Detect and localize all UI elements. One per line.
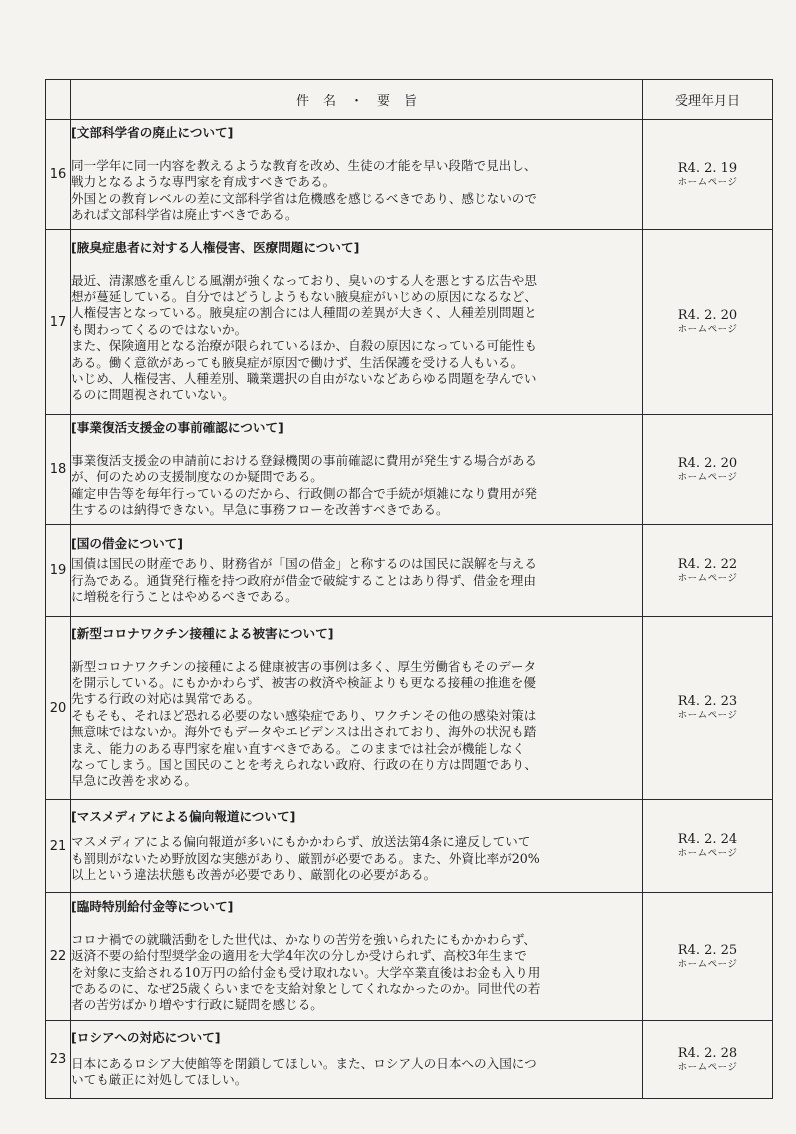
row-number: 22 [46,893,71,1021]
petition-table [45,79,773,1099]
received-date: R4. 2. 20 [677,308,738,323]
row-date-cell [643,415,773,525]
header-subject-summary: 件名・要旨 [71,80,643,120]
row-summary: マスメディアによる偏向報道が多いにもかかわらず、放送法第4条に違反していて も罰則がないため野放図な実態があり、厳罰が必要である。また、外資比率が20% 以上という違法状態も改善が必要であり、厳罰化の必要がある。 [71,834,540,882]
receipt-method: ホームページ [677,471,738,483]
row-summary: 同一学年に同一内容を教えるような教育を改め、生徒の才能を早い段階で見出し、 戦力となるような専門家を育成すべきである。 外国との教育レベルの差に文部科学省は危機感を感じるべきであり、感じないので あれば文部科学省は廃止すべきである。 [71,157,537,223]
received-date: R4. 2. 28 [677,1045,738,1061]
row-subject: [マスメディアによる偏向報道について] [71,808,296,824]
row-subject: [国の借金について] [71,535,184,551]
row-date-cell [643,120,773,230]
row-subject: [新型コロナワクチン接種による被害について] [71,626,334,642]
table-row [46,1021,773,1099]
row-date-cell [643,617,773,800]
table-row [46,120,773,230]
row-number: 18 [46,415,71,525]
row-date-cell [643,893,773,1021]
received-date: R4. 2. 23 [677,694,738,709]
row-number: 16 [46,120,71,230]
table-row [46,800,773,893]
receipt-method: ホームページ [677,176,738,188]
header-received-date: 受理年月日 [643,80,773,120]
table-row [46,525,773,617]
row-summary: 日本にあるロシア大使館等を閉鎖してほしい。また、ロシア人の日本への入国につ いても厳正に対処してほしい。 [71,1055,537,1088]
row-number: 23 [46,1021,71,1099]
row-summary: 国債は国民の財産であり、財務省が「国の借金」と称するのは国民に誤解を与える 行為である。通貨発行権を持つ政府が借金で破綻することはあり得ず、借金を理由 に増税を行うことはやめるべきである。 [71,556,537,604]
table-row [46,617,773,800]
receipt-method: ホームページ [677,572,738,584]
table-row [46,230,773,415]
row-date-cell [643,525,773,617]
table-header-row [46,80,773,120]
row-subject: [文部科学省の廃止について] [71,125,234,141]
row-content [71,525,643,617]
row-content [71,415,643,525]
receipt-method: ホームページ [677,848,738,859]
row-date-cell [643,800,773,893]
received-date: R4. 2. 20 [677,455,738,471]
row-content [71,800,643,893]
received-date: R4. 2. 24 [677,832,738,847]
row-content [71,120,643,230]
table-row [46,415,773,525]
receipt-method: ホームページ [677,710,738,721]
row-content [71,1021,643,1099]
row-summary: 事業復活支援金の申請前における登録機関の事前確認に費用が発生する場合がある が、何のための支援制度なのか疑問である。 確定申告等を毎年行っているのだから、行政側の都合で手続が煩雑になり費用が発 生するのは納得できない。早急に事務フローを改善すべきである。 [71,452,537,518]
receipt-method: ホームページ [677,958,738,970]
table-row [46,893,773,1021]
row-number: 21 [46,800,71,893]
row-number: 20 [46,617,71,800]
received-date: R4. 2. 25 [677,942,738,958]
received-date: R4. 2. 22 [677,556,738,572]
row-summary: 新型コロナワクチンの接種による健康被害の事例は多く、厚生労働省もそのデータ を開示している。にもかかわらず、被害の救済や検証よりも更なる接種の推進を優 先する行政の対応は異常である。 そもそも、それほど恐れる必要のない感染症であり、ワクチンその他の感染対策は 無意味ではないか。海外でもデータやエビデンスは出されており、海外の状況も踏 まえ、能力のある専門家を雇い直すべきである。このままでは社会が機能しなく なってしまう。国と国民のことを考えられない政府、行政の在り方は問題であり、 早急に改善を求める。 [71,658,537,789]
row-date-cell [643,1021,773,1099]
row-subject: [臨時特別給付金等について] [71,899,234,915]
row-subject: [腋臭症患者に対する人権侵害、医療問題について] [71,240,360,256]
row-content [71,230,643,415]
header-number-cell [46,80,71,120]
row-subject: [事業復活支援金の事前確認について] [71,420,284,436]
row-summary: コロナ禍での就職活動をした世代は、かなりの苦労を強いられたにもかかわらず、 返済不要の給付型奨学金の適用を大学4年次の分しか受けられず、高校3年生まで を対象に支給される10万円の給付金も受け取れない。大学卒業直後はお金も入り用 であるのに、なぜ25歳くらいまでを支給対象としてくれなかったのか。同世代の若 者の苦労ばかり増やす行政に疑問を感じる。 [71,931,541,1013]
row-subject: [ロシアへの対応について] [71,1030,221,1046]
row-number: 19 [46,525,71,617]
receipt-method: ホームページ [677,1061,738,1073]
row-number: 17 [46,230,71,415]
row-content [71,617,643,800]
row-date-cell [643,230,773,415]
receipt-method: ホームページ [677,324,738,335]
row-content [71,893,643,1021]
received-date: R4. 2. 19 [677,160,738,176]
row-summary: 最近、清潔感を重んじる風潮が強くなっており、臭いのする人を悪とする広告や思 想が蔓延している。自分ではどうしようもない腋臭症がいじめの原因になるなど、 人権侵害となっている。腋臭症の割合には人種間の差異が大きく、人種差別問題と も関わってくるのではないか。 また、保険適用となる治療が限られているほか、自殺の原因になっている可能性も ある。働く意欲があっても腋臭症が原因で働けず、生活保護を受ける人もいる。 いじめ、人権侵害、人種差別、職業選択の自由がないなどあらゆる問題を孕んでい るのに問題視されていない。 [71,272,537,403]
